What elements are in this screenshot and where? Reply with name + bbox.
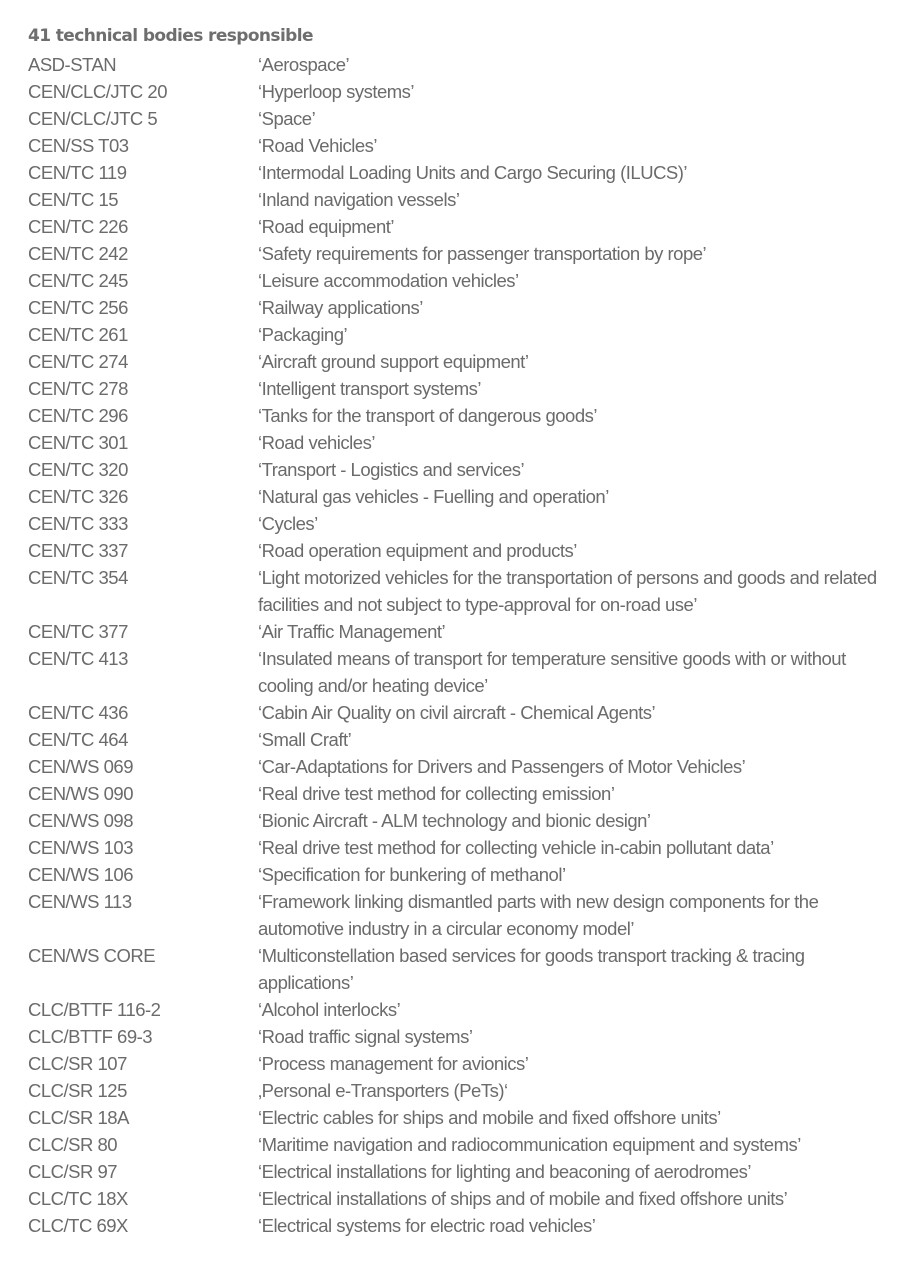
list-item	[28, 537, 888, 564]
list-item	[28, 780, 888, 807]
technical-body-name: ‘Maritime navigation and radiocommunication equipment and systems’	[258, 1134, 801, 1155]
technical-body-code: CEN/TC 413	[28, 648, 128, 669]
list-item	[28, 456, 888, 483]
technical-body-name: ‘Cabin Air Quality on civil aircraft - Chemical Agents’	[258, 702, 656, 723]
list-item	[28, 564, 888, 618]
technical-body-name: ‘Transport - Logistics and services’	[258, 459, 525, 480]
section-heading: 41 technical bodies responsible	[28, 26, 313, 46]
technical-body-code: ASD-STAN	[28, 54, 117, 75]
technical-body-name: ‘Road vehicles’	[258, 432, 375, 453]
technical-body-code: CEN/TC 326	[28, 486, 128, 507]
technical-body-code: CEN/WS 090	[28, 783, 134, 804]
list-item	[28, 105, 888, 132]
list-item	[28, 375, 888, 402]
technical-body-name: ‘Electrical installations for lighting and beaconing of aerodromes’	[258, 1161, 752, 1182]
technical-body-name: ‘Multiconstellation based services for goods transport tracking & tracing applications’	[258, 945, 805, 993]
technical-body-code: CEN/WS 103	[28, 837, 134, 858]
technical-body-code: CEN/TC 261	[28, 324, 128, 345]
list-item	[28, 888, 888, 942]
technical-body-name: ‘Leisure accommodation vehicles’	[258, 270, 519, 291]
technical-body-code: CLC/SR 18A	[28, 1107, 129, 1128]
list-item	[28, 1023, 888, 1050]
technical-body-code: CEN/WS 069	[28, 756, 134, 777]
technical-body-name: ‘Small Craft’	[258, 729, 352, 750]
technical-body-name: ‘Framework linking dismantled parts with new design components for the automotive industry in a circular economy model’	[258, 891, 819, 939]
technical-body-code: CLC/TC 18X	[28, 1188, 128, 1209]
technical-body-name: ‘Road equipment’	[258, 216, 394, 237]
list-item	[28, 1131, 888, 1158]
technical-body-name: ‘Light motorized vehicles for the transportation of persons and goods and related facilities and not subject to type-approval for on-road use’	[258, 567, 877, 615]
technical-body-name: ‘Tanks for the transport of dangerous goods’	[258, 405, 597, 426]
list-item	[28, 348, 888, 375]
technical-body-code: CEN/TC 436	[28, 702, 128, 723]
technical-body-code: CLC/SR 125	[28, 1080, 127, 1101]
technical-body-name: ‘Specification for bunkering of methanol’	[258, 864, 566, 885]
list-item	[28, 726, 888, 753]
technical-body-name: ‘Alcohol interlocks’	[258, 999, 401, 1020]
technical-body-name: ‘Bionic Aircraft - ALM technology and bionic design’	[258, 810, 651, 831]
technical-body-name: ‘Intelligent transport systems’	[258, 378, 482, 399]
list-item	[28, 1077, 888, 1104]
technical-body-name: ‘Intermodal Loading Units and Cargo Securing (ILUCS)’	[258, 162, 688, 183]
list-item	[28, 510, 888, 537]
technical-body-code: CEN/TC 278	[28, 378, 128, 399]
technical-body-name: ‘Real drive test method for collecting emission’	[258, 783, 615, 804]
technical-body-name: ‘Railway applications’	[258, 297, 423, 318]
technical-body-name: ‘Road traffic signal systems’	[258, 1026, 473, 1047]
list-item	[28, 240, 888, 267]
technical-body-code: CEN/TC 245	[28, 270, 128, 291]
technical-body-name: ‘Inland navigation vessels’	[258, 189, 460, 210]
technical-body-code: CLC/SR 80	[28, 1134, 118, 1155]
technical-body-code: CEN/TC 242	[28, 243, 128, 264]
technical-body-code: CEN/TC 274	[28, 351, 128, 372]
list-item	[28, 159, 888, 186]
technical-body-name: ‘Space’	[258, 108, 316, 129]
technical-body-code: CEN/TC 337	[28, 540, 128, 561]
technical-body-name: ‘Car-Adaptations for Drivers and Passengers of Motor Vehicles’	[258, 756, 746, 777]
list-item	[28, 294, 888, 321]
technical-body-name: ‘Aircraft ground support equipment’	[258, 351, 529, 372]
technical-body-name: ‘Air Traffic Management’	[258, 621, 446, 642]
technical-bodies-document	[28, 24, 888, 1239]
list-item	[28, 1212, 888, 1239]
list-item	[28, 807, 888, 834]
technical-body-code: CLC/TC 69X	[28, 1215, 128, 1236]
technical-body-name: ‘Hyperloop systems’	[258, 81, 415, 102]
list-item	[28, 51, 888, 78]
technical-body-name: ‘Insulated means of transport for temperature sensitive goods with or without cooling and/or heating device’	[258, 648, 846, 696]
technical-body-code: CLC/BTTF 116-2	[28, 999, 161, 1020]
list-item	[28, 1158, 888, 1185]
technical-body-name: ‘Road operation equipment and products’	[258, 540, 577, 561]
list-item	[28, 483, 888, 510]
list-item	[28, 321, 888, 348]
technical-body-code: CLC/SR 97	[28, 1161, 118, 1182]
technical-body-name: ‘Real drive test method for collecting vehicle in-cabin pollutant data’	[258, 837, 774, 858]
technical-body-code: CEN/WS 106	[28, 864, 134, 885]
technical-body-code: CEN/TC 256	[28, 297, 128, 318]
technical-body-code: CEN/TC 377	[28, 621, 128, 642]
technical-body-code: CEN/SS T03	[28, 135, 129, 156]
list-item	[28, 645, 888, 699]
technical-body-code: CEN/TC 226	[28, 216, 128, 237]
technical-body-code: CEN/TC 301	[28, 432, 128, 453]
technical-body-name: ‚Personal e-Transporters (PeTs)‘	[258, 1080, 508, 1101]
list-item	[28, 1050, 888, 1077]
technical-body-name: ‘Aerospace’	[258, 54, 350, 75]
technical-body-code: CLC/BTTF 69-3	[28, 1026, 153, 1047]
list-item	[28, 861, 888, 888]
technical-body-code: CEN/WS 113	[28, 891, 132, 912]
technical-body-code: CEN/WS CORE	[28, 945, 156, 966]
technical-body-code: CLC/SR 107	[28, 1053, 127, 1074]
technical-body-code: CEN/CLC/JTC 20	[28, 81, 167, 102]
technical-body-code: CEN/WS 098	[28, 810, 134, 831]
list-item	[28, 699, 888, 726]
technical-body-code: CEN/TC 333	[28, 513, 128, 534]
technical-bodies-list	[28, 51, 888, 1239]
list-item	[28, 942, 888, 996]
list-item	[28, 834, 888, 861]
technical-body-name: ‘Safety requirements for passenger transportation by rope’	[258, 243, 707, 264]
list-item	[28, 78, 888, 105]
list-item	[28, 429, 888, 456]
list-item	[28, 213, 888, 240]
technical-body-name: ‘Cycles’	[258, 513, 318, 534]
technical-body-code: CEN/TC 296	[28, 405, 128, 426]
technical-body-code: CEN/CLC/JTC 5	[28, 108, 158, 129]
list-item	[28, 402, 888, 429]
technical-body-code: CEN/TC 464	[28, 729, 128, 750]
list-item	[28, 1185, 888, 1212]
technical-body-name: ‘Electrical installations of ships and of mobile and fixed offshore units’	[258, 1188, 788, 1209]
technical-body-name: ‘Process management for avionics’	[258, 1053, 529, 1074]
list-item	[28, 753, 888, 780]
technical-body-name: ‘Electrical systems for electric road vehicles’	[258, 1215, 596, 1236]
technical-body-code: CEN/TC 15	[28, 189, 119, 210]
list-item	[28, 132, 888, 159]
technical-body-name: ‘Road Vehicles’	[258, 135, 377, 156]
list-item	[28, 996, 888, 1023]
technical-body-code: CEN/TC 354	[28, 567, 128, 588]
list-item	[28, 1104, 888, 1131]
technical-body-code: CEN/TC 320	[28, 459, 128, 480]
technical-body-code: CEN/TC 119	[28, 162, 127, 183]
list-item	[28, 186, 888, 213]
list-item	[28, 618, 888, 645]
technical-body-name: ‘Natural gas vehicles - Fuelling and operation’	[258, 486, 609, 507]
list-item	[28, 267, 888, 294]
technical-body-name: ‘Packaging’	[258, 324, 348, 345]
technical-body-name: ‘Electric cables for ships and mobile and fixed offshore units’	[258, 1107, 721, 1128]
